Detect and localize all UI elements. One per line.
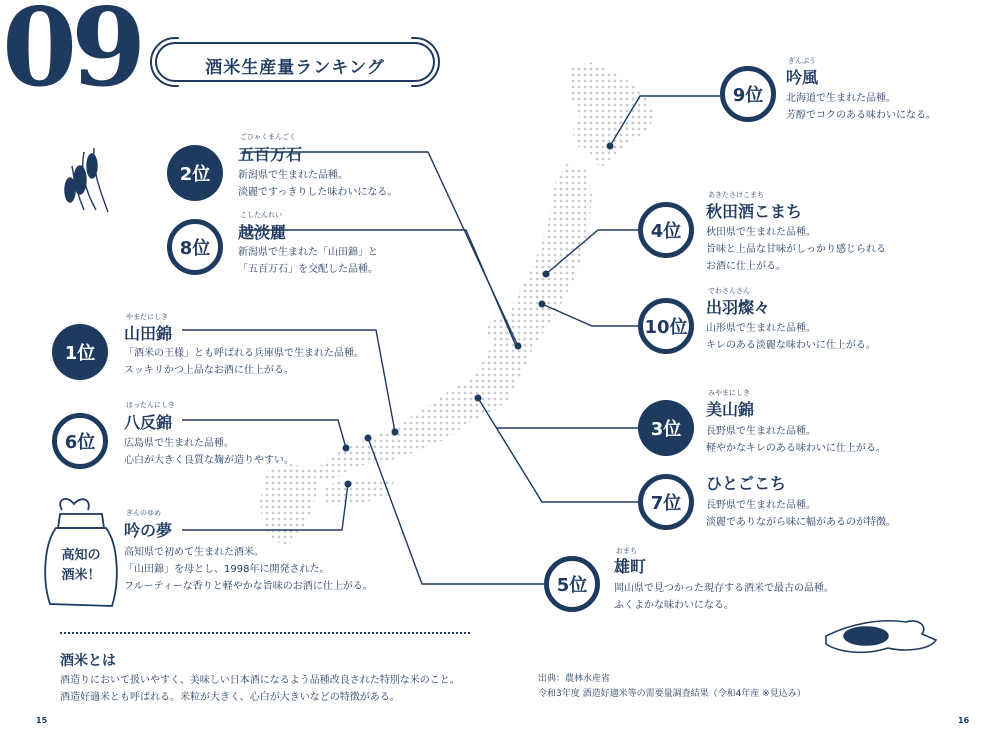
ruby-dewasansan: でわさんさん [708,287,750,295]
rank-badge-hitogokochi: 7位 [638,474,694,530]
map-point-hyogo [392,429,399,436]
map-honshu [312,164,592,482]
about-title: 酒米とは [60,653,116,669]
ruby-ginnoyume: ぎんのゆめ [126,509,161,517]
rice-plant-icon [65,148,108,212]
map-point-hiroshima [343,445,350,452]
name-koshitanrei: 越淡麗 [238,223,287,242]
hand-rice-icon [826,621,936,653]
name-gohyakumangoku: 五百万石 [238,145,303,164]
rank-badge-dewasansan: 10位 [638,298,694,354]
about-text: 酒造りにおいて扱いやすく、美味しい日本酒になるよう品種改良された特別な米のこと。 酒造好適米とも呼ばれる。米粒が大きく、心白が大きいなどの特徴がある。 [60,675,460,703]
map-point-akita [543,271,550,278]
name-hitogokochi: ひとごこち [706,474,787,493]
desc-akitasakekomachi: 秋田県で生まれた品種。 旨味と上品な甘味がしっかり感じられる お酒に仕上がる。 [706,227,886,272]
map-point-kochi [345,481,352,488]
name-yamadanishiki: 山田錦 [124,324,173,343]
desc-ginpu: 北海道で生まれた品種。 芳醇でコクのある味わいになる。 [786,93,936,121]
desc-ginnoyume: 高知県で初めて生まれた酒米。 「山田錦」を母とし、1998年に開発された。 フルーティーな香りと軽やかな旨味のお酒に仕上がる。 [124,547,373,592]
rank-badge-miyamanishiki: 3位 [638,400,694,456]
ruby-koshitanrei: こしたんれい [240,211,282,219]
rank-badge-hattannishiki: 6位 [52,413,108,469]
ruby-gohyakumangoku: ごひゃくまんごく [240,133,296,141]
name-miyamanishiki: 美山錦 [706,400,755,419]
map-point-yamagata [539,301,546,308]
ruby-akitasakekomachi: あきたさけこまち [708,191,764,199]
ruby-yamadanishiki: やまだにしき [126,313,168,321]
map-point-hokkaido [607,143,614,150]
name-omachi: 雄町 [614,557,647,576]
dotted-divider [60,632,470,634]
desc-yamadanishiki: 「酒米の王様」とも呼ばれる兵庫県で生まれた品種。 スッキリかつ上品なお酒に仕上がる。 [124,348,364,376]
rank-badge-koshitanrei: 8位 [167,219,223,275]
map-point-okayama [365,435,372,442]
page-number-right: 16 [958,716,970,725]
title-pill [155,42,435,82]
rank-badge-akitasakekomachi: 4位 [638,202,694,258]
desc-omachi: 岡山県で見つかった現存する酒米で最古の品種。 ふくよかな味わいになる。 [614,583,834,611]
map-kyushu [260,464,318,546]
rank-badge-ginpu: 9位 [720,66,776,122]
desc-koshitanrei: 新潟県で生まれた「山田錦」と 「五百万石」を交配した品種。 [238,247,378,275]
map-hokkaido [568,62,654,168]
desc-miyamanishiki: 長野県で生まれた品種。 軽やかなキレのある味わいに仕上がる。 [706,426,886,454]
source-note: 出典：農林水産省 令和3年度 酒造好適米等の需要量調査結果（令和4年産 ※見込み） [538,674,806,699]
map-point-niigata [515,343,522,350]
kochi-bag-label: 高知の 酒米！ [61,548,101,583]
desc-hattannishiki: 広島県で生まれた品種。 心白が大きく良質な麹が造りやすい。 [124,438,294,466]
desc-hitogokochi: 長野県で生まれた品種。 淡麗でありながら味に幅があるのが特徴。 [706,500,896,528]
name-ginnoyume: 吟の夢 [124,521,173,540]
ruby-miyamanishiki: みやまにしき [708,389,750,397]
rank-badge-gohyakumangoku: 2位 [167,145,223,201]
name-ginpu: 吟風 [786,68,819,87]
connector-omachi [368,438,544,584]
map-point-nagano [475,395,482,402]
ruby-ginpu: ぎんぷう [788,57,816,65]
map-shikoku [322,478,394,506]
rank-badge-omachi: 5位 [544,556,600,612]
connector-hitogokochi [478,398,638,502]
desc-dewasansan: 山形県で生まれた品種。 キレのある淡麗な味わいに仕上がる。 [706,323,876,351]
name-dewasansan: 出羽燦々 [706,298,771,317]
desc-gohyakumangoku: 新潟県で生まれた品種。 淡麗ですっきりした味わいになる。 [238,170,398,198]
ruby-omachi: おまち [616,547,637,555]
page-title: 酒米生産量ランキング [205,58,385,78]
name-akitasakekomachi: 秋田酒こまち [706,202,803,221]
ruby-hattannishiki: はったんにしき [126,401,175,409]
name-hattannishiki: 八反錦 [124,413,173,432]
rank-badge-yamadanishiki: 1位 [52,324,108,380]
page-number-left: 15 [36,716,48,725]
section-number: 09 [2,0,141,111]
